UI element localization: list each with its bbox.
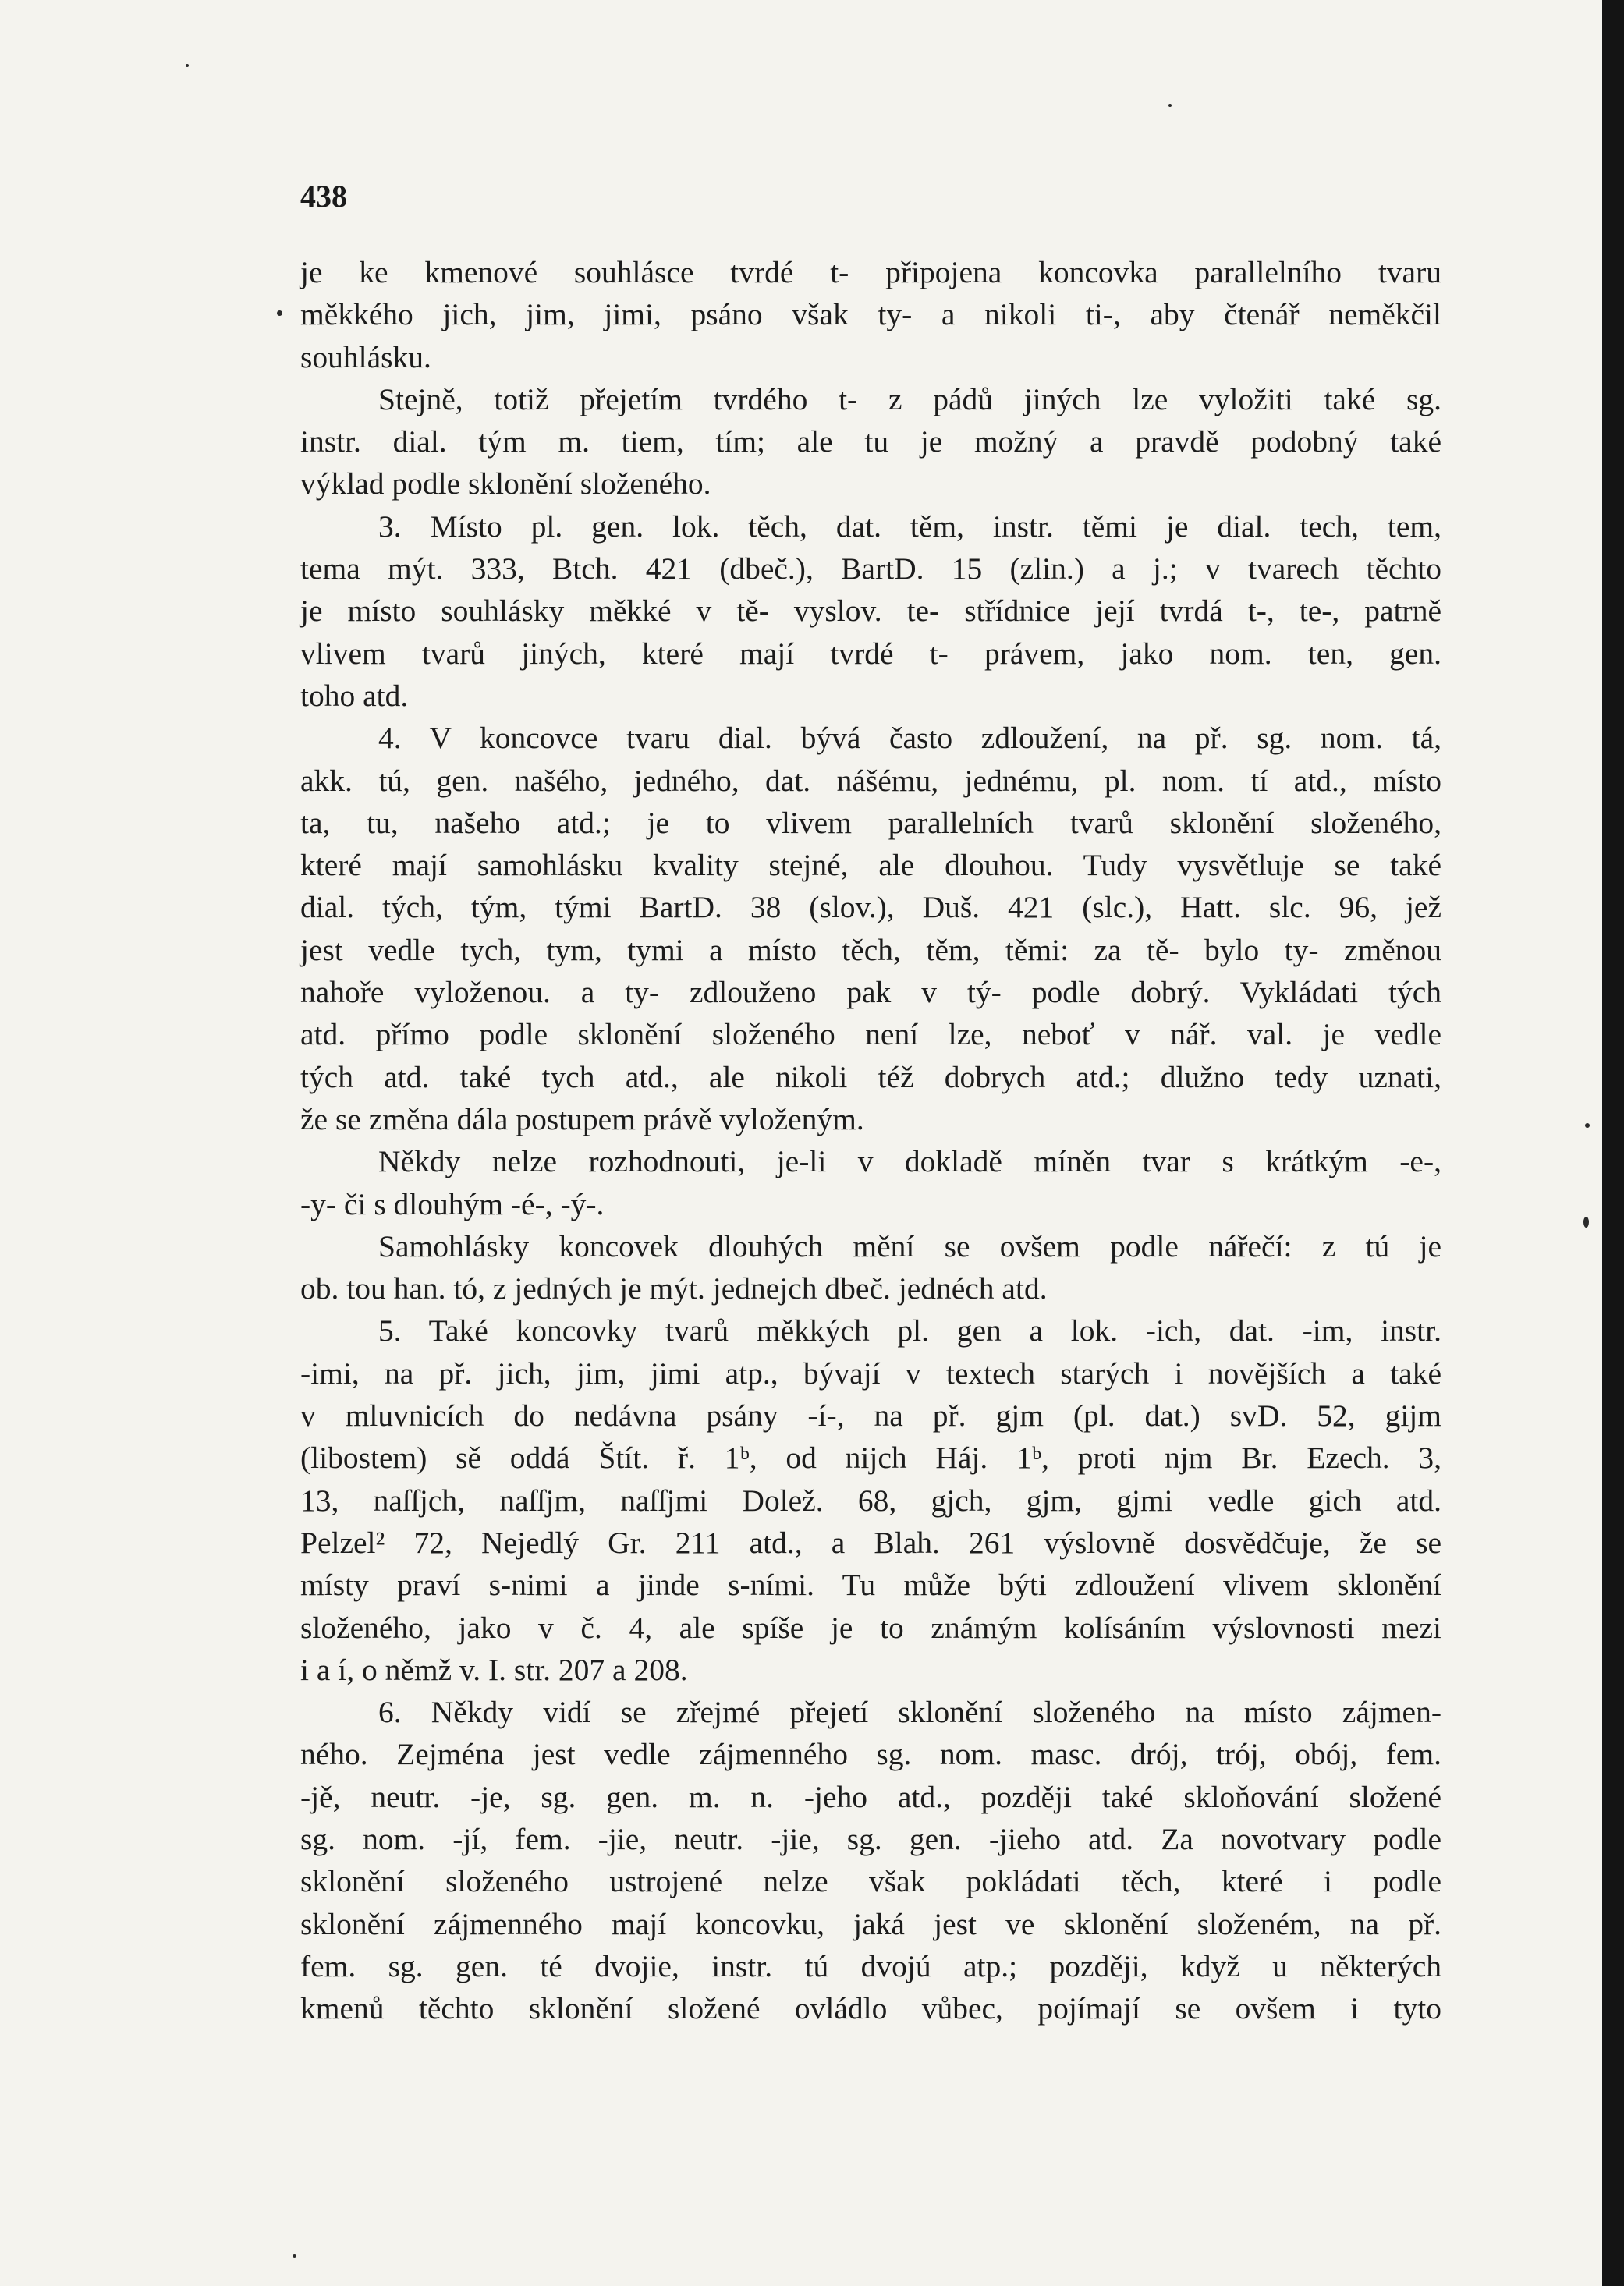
text-line: 4. V koncovce tvaru dial. bývá často zdloužení, na př. sg. nom. tá,: [378, 721, 1441, 756]
text-line: fem. sg. gen. té dvojie, instr. tú dvojú atp.; později, když u některých: [300, 1948, 1441, 1983]
text-line: 3. Místo pl. gen. lok. těch, dat. těm, instr. těmi je dial. tech, tem,: [378, 509, 1441, 544]
scan-speck: [1583, 1217, 1589, 1228]
text-line: -jě, neutr. -je, sg. gen. m. n. -jeho atd., později také skloňování složené: [300, 1779, 1441, 1814]
text-line: 13, naſſjch, naſſjm, naſſjmi Dolež. 68, gjch, gjm, gjmi vedle gich atd.: [300, 1483, 1441, 1518]
text-line: tema mýt. 333, Btch. 421 (dbeč.), BartD. 15 (zlin.) a j.; v tvarech těchto: [300, 551, 1441, 587]
text-line: složeného, jako v č. 4, ale spíše je to známým kolísáním výslovnosti mezi: [300, 1610, 1441, 1645]
text-line: instr. dial. tým m. tiem, tím; ale tu je možný a pravdě podobný také: [300, 424, 1441, 459]
scan-speck: [277, 310, 282, 316]
text-line: ta, tu, našeho atd.; je to vlivem parallelních tvarů sklonění složeného,: [300, 805, 1441, 840]
text-line: sklonění zájmenného mají koncovku, jaká jest ve sklonění složeném, na př.: [300, 1906, 1441, 1941]
page-number: 438: [300, 179, 347, 214]
text-line: v mluvnicích do nedávna psány -í-, na př. gjm (pl. dat.) svD. 52, gijm: [300, 1398, 1441, 1434]
scan-speck: [186, 64, 189, 67]
text-line: 5. Také koncovky tvarů měkkých pl. gen a lok. -ich, dat. -im, instr.: [378, 1313, 1441, 1349]
text-line: nahoře vyloženou. a ty- zdlouženo pak v tý- podle dobrý. Vykládati tých: [300, 975, 1441, 1010]
text-line: jest vedle tych, tym, tymi a místo těch, těm, těmi: za tě- bylo ty- změnou: [300, 932, 1441, 967]
text-line: kmenů těchto sklonění složené ovládlo vůbec, pojímají se ovšem i tyto: [300, 1991, 1441, 2026]
text-line: ného. Zejména jest vedle zájmenného sg. nom. masc. drój, trój, obój, fem.: [300, 1737, 1441, 1772]
text-line: které mají samohlásku kvality stejné, ale dlouhou. Tudy vysvětluje se také: [300, 848, 1441, 883]
text-line: (libostem) sě oddá Štít. ř. 1ᵇ, od nijch Háj. 1ᵇ, proti njm Br. Ezech. 3,: [300, 1441, 1441, 1476]
scan-speck: [1168, 104, 1172, 107]
text-line: sklonění složeného ustrojené nelze však pokládati těch, které i podle: [300, 1864, 1441, 1899]
text-line: vlivem tvarů jiných, které mají tvrdé t- právem, jako nom. ten, gen.: [300, 636, 1441, 671]
text-line: Samohlásky koncovek dlouhých mění se ovšem podle nářečí: z tú je: [378, 1228, 1441, 1264]
text-line: toho atd.: [300, 678, 409, 713]
text-line: Pelzel² 72, Nejedlý Gr. 211 atd., a Blah. 261 výslovně dosvědčuje, že se: [300, 1525, 1441, 1560]
text-line: že se změna dála postupem právě vyloženým.: [300, 1101, 864, 1136]
text-line: je místo souhlásky měkké v tě- vyslov. te- střídnice její tvrdá t-, te-, patrně: [300, 594, 1441, 629]
text-line: 6. Někdy vidí se zřejmé přejetí sklonění složeného na místo zájmen-: [378, 1695, 1441, 1730]
text-line: ob. tou han. tó, z jedných je mýt. jednejch dbeč. jednéch atd.: [300, 1271, 1048, 1306]
scan-speck: [1585, 1123, 1590, 1128]
text-line: výklad podle sklonění složeného.: [300, 466, 711, 502]
text-line: Stejně, totiž přejetím tvrdého t- z pádů jiných lze vyložiti také sg.: [378, 381, 1441, 416]
text-line: tých atd. také tych atd., ale nikoli též dobrych atd.; dlužno tedy uznati,: [300, 1059, 1441, 1094]
scan-border: [1602, 0, 1624, 2286]
text-line: sg. nom. -jí, fem. -jie, neutr. -jie, sg. gen. -jieho atd. Za novotvary podle: [300, 1821, 1441, 1856]
text-line: Někdy nelze rozhodnouti, je-li v dokladě míněn tvar s krátkým -e-,: [378, 1144, 1441, 1179]
body-text: [300, 251, 1441, 2029]
text-line: je ke kmenové souhlásce tvrdé t- připojena koncovka parallelního tvaru: [300, 255, 1441, 289]
text-line: -y- či s dlouhým -é-, -ý-.: [300, 1186, 605, 1221]
text-line: souhlásku.: [300, 339, 431, 374]
text-line: -imi, na př. jich, jim, jimi atp., bývají v textech starých i novějších a také: [300, 1356, 1441, 1391]
text-line: i a í, o němž v. I. str. 207 a 208.: [300, 1652, 688, 1687]
text-line: měkkého jich, jim, jimi, psáno však ty- a nikoli ti-, aby čtenář neměkčil: [300, 297, 1441, 332]
text-line: atd. přímo podle sklonění složeného není lze, neboť v nář. val. je vedle: [300, 1017, 1441, 1052]
text-line: místy praví s-nimi a jinde s-ními. Tu může býti zdloužení vlivem sklonění: [300, 1568, 1441, 1603]
text-line: akk. tú, gen. našého, jedného, dat. nášému, jednému, pl. nom. tí atd., místo: [300, 763, 1441, 798]
scan-speck: [293, 2254, 296, 2258]
text-line: dial. tých, tým, tými BartD. 38 (slov.), Duš. 421 (slc.), Hatt. slc. 96, jež: [300, 890, 1441, 925]
